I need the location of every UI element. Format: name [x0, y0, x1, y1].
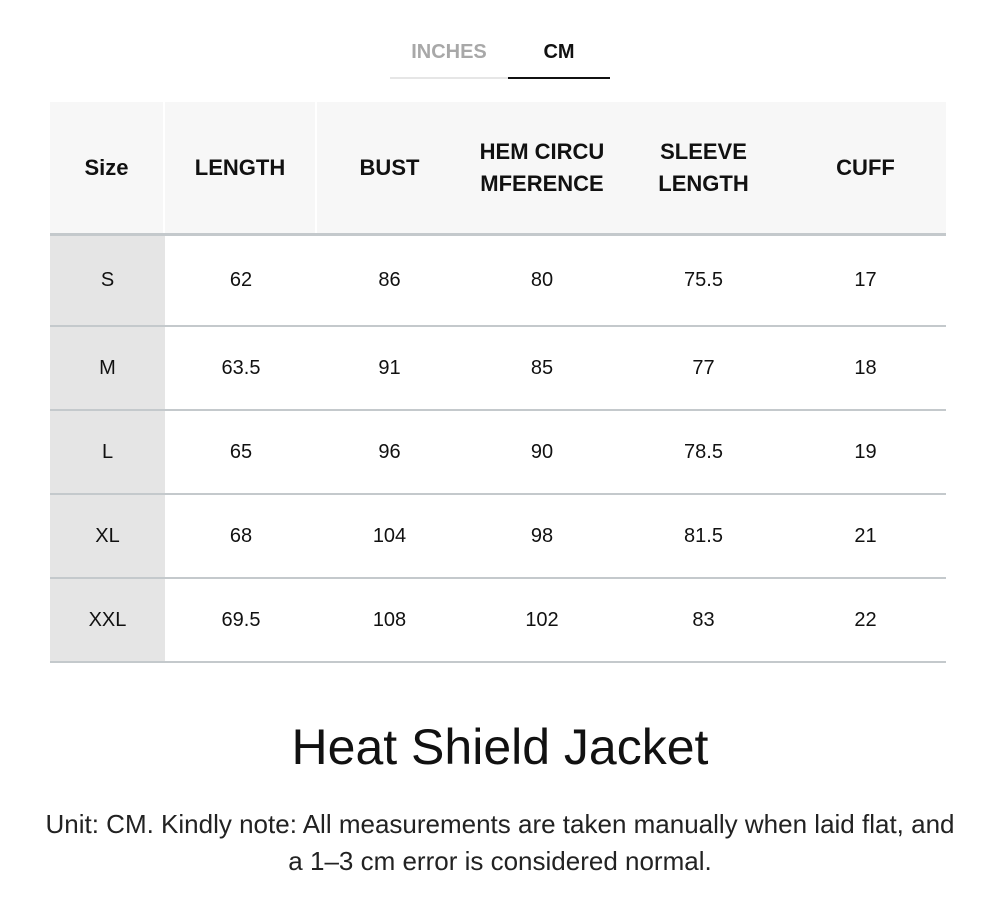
- cell-hem-circumference: 98: [530, 524, 554, 547]
- cell-size: M: [50, 327, 165, 409]
- cell-sleeve-length: 75.5: [684, 269, 723, 291]
- table-row: [50, 411, 946, 495]
- cell-sleeve-length: 83: [692, 608, 715, 631]
- cell-sleeve-length: 78.5: [684, 440, 723, 463]
- cell-hem-circumference: 90: [530, 440, 554, 463]
- product-title: Heat Shield Jacket: [291, 719, 709, 775]
- cell-length: 62: [229, 269, 253, 291]
- header-cuff: CUFF: [785, 102, 946, 233]
- cell-hem-circumference: 102: [525, 608, 559, 631]
- cell-bust: 91: [378, 356, 401, 379]
- table-header-row: [50, 102, 946, 236]
- size-chart-table: [50, 102, 946, 663]
- tab-inches[interactable]: INCHES: [411, 41, 487, 63]
- measurement-note: Unit: CM. Kindly note: All measurements are taken manually when laid flat, and a 1–3 cm error is considered normal.: [45, 809, 955, 876]
- cell-cuff: 18: [854, 356, 877, 379]
- header-size: Size: [50, 102, 165, 233]
- cell-bust: 104: [372, 524, 407, 547]
- cell-bust: 86: [378, 269, 401, 291]
- table-row: [50, 327, 946, 411]
- cell-hem-circumference: 85: [530, 356, 554, 379]
- cell-length: 63.5: [221, 356, 261, 379]
- cell-bust: 108: [372, 608, 407, 631]
- header-bust: BUST: [317, 102, 462, 233]
- cell-cuff: 21: [854, 524, 877, 547]
- tab-cm[interactable]: CM: [508, 34, 610, 77]
- header-hem-circumference-label: HEM CIRCUMFERENCE: [479, 138, 605, 196]
- cell-sleeve-length: 77: [692, 356, 715, 379]
- cell-cuff: 17: [854, 269, 877, 291]
- cell-size: S: [50, 236, 165, 325]
- header-sleeve-length: [622, 102, 785, 233]
- cell-cuff: 22: [854, 608, 877, 631]
- table-row: [50, 579, 946, 663]
- cell-size: L: [50, 411, 165, 493]
- table-row: [50, 495, 946, 579]
- cell-sleeve-length: 81.5: [684, 524, 723, 547]
- cell-length: 68: [229, 524, 253, 547]
- header-sleeve-length-label: SLEEVE LENGTH: [658, 138, 749, 196]
- header-length: LENGTH: [165, 102, 317, 233]
- header-hem-circumference: [462, 102, 622, 233]
- cell-length: 65: [229, 440, 253, 463]
- cell-cuff: 19: [854, 440, 877, 463]
- unit-tabs: [390, 34, 610, 79]
- table-row: [50, 236, 946, 327]
- cell-size: XXL: [50, 579, 165, 661]
- cell-hem-circumference: 80: [530, 269, 554, 291]
- cell-length: 69.5: [221, 608, 261, 631]
- cell-size: XL: [50, 495, 165, 577]
- cell-bust: 96: [378, 440, 401, 463]
